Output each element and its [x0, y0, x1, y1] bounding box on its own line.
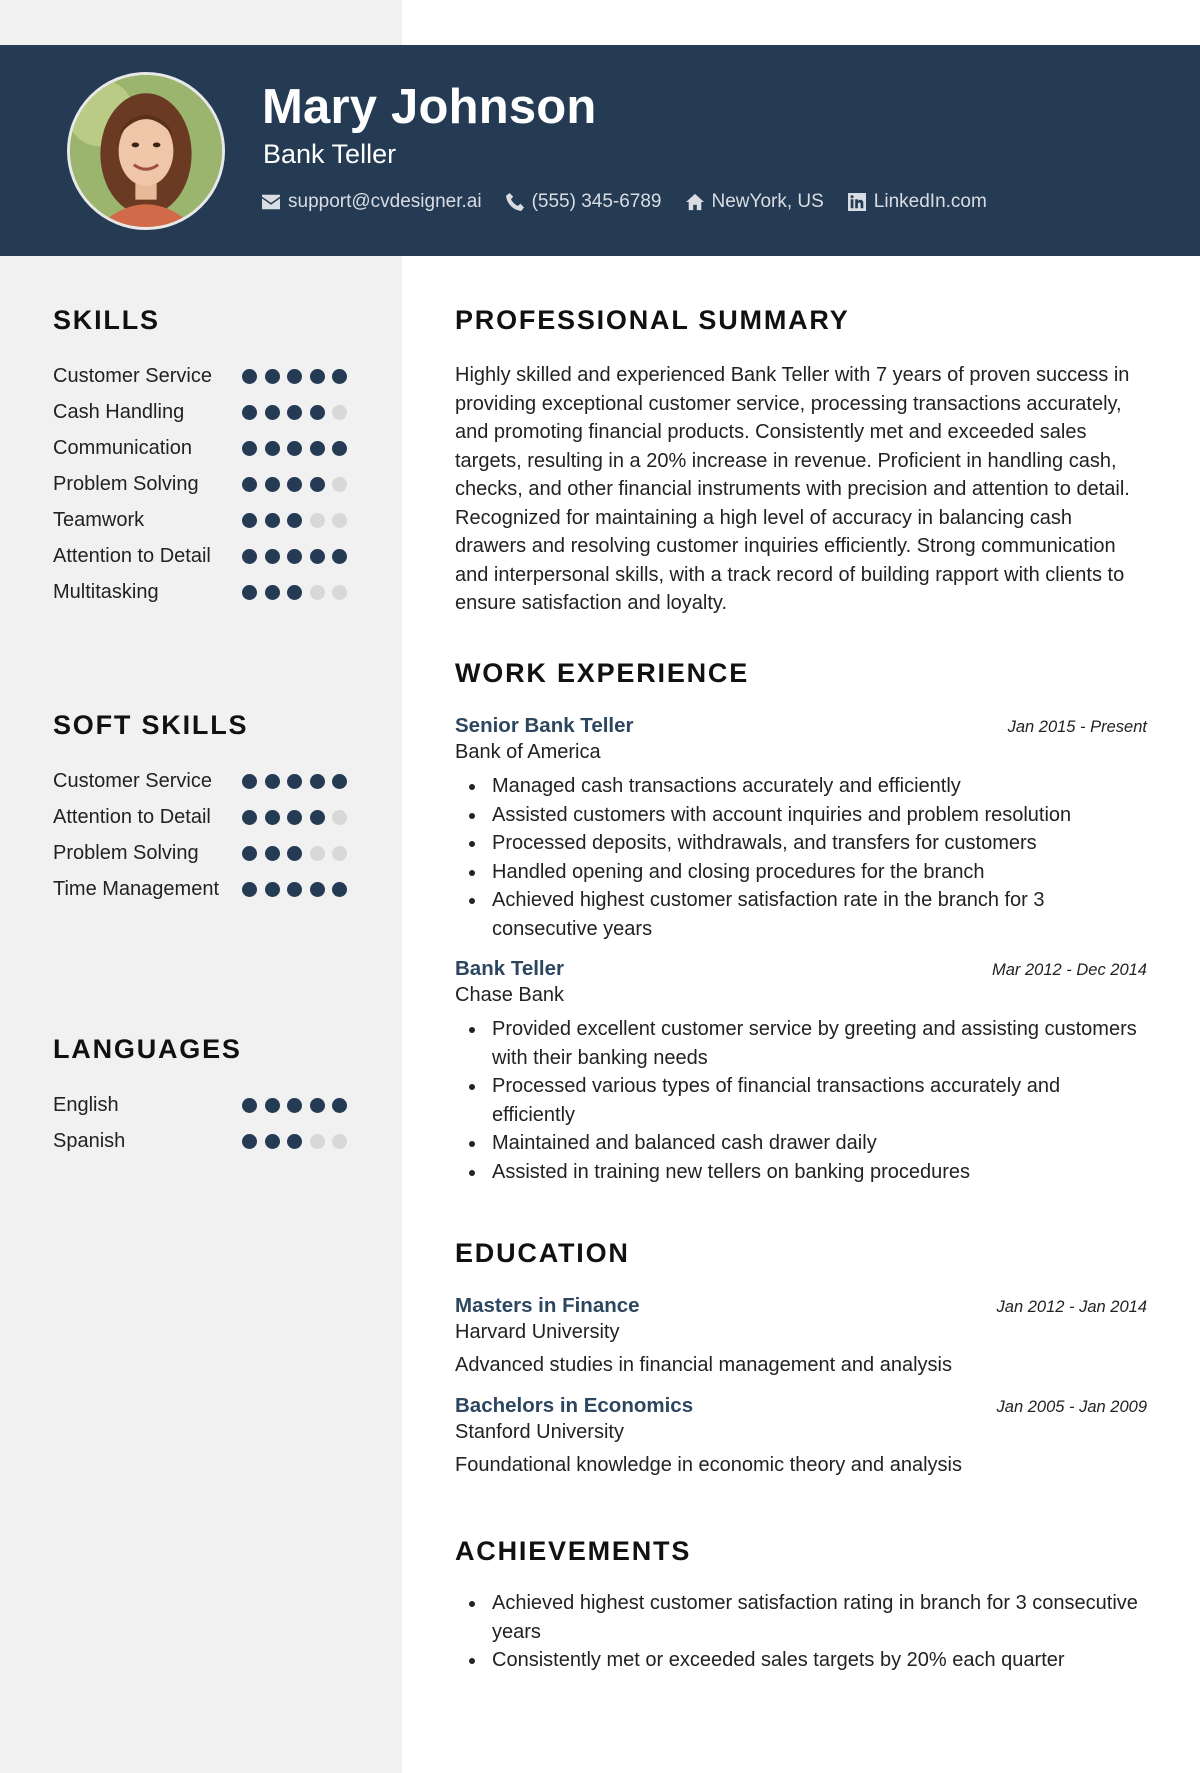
- location-text: NewYork, US: [711, 191, 824, 212]
- rating-dot: [332, 774, 347, 789]
- job-role: Bank Teller: [455, 957, 564, 980]
- rating-dot: [265, 405, 280, 420]
- rating-dot: [332, 513, 347, 528]
- languages-list: [53, 1091, 353, 1155]
- linkedin-text: LinkedIn.com: [873, 191, 987, 212]
- skill-rating: [235, 810, 348, 825]
- soft-skills-section: [53, 710, 353, 911]
- rating-dot: [242, 369, 257, 384]
- contact-email[interactable]: [262, 191, 482, 213]
- education-section: [455, 1238, 1147, 1479]
- rating-dot: [310, 405, 325, 420]
- rating-dot: [332, 882, 347, 897]
- job-bullets: [455, 772, 1147, 943]
- rating-dot: [332, 585, 347, 600]
- rating-dot: [265, 882, 280, 897]
- rating-dot: [242, 585, 257, 600]
- job-role: Senior Bank Teller: [455, 714, 634, 737]
- job-date: Mar 2012 - Dec 2014: [991, 961, 1147, 979]
- rating-dot: [310, 774, 325, 789]
- achievement-item: Achieved highest customer satisfaction rating in branch for 3 consecutive years: [455, 1589, 1147, 1646]
- job-bullet: Assisted in training new tellers on banking procedures: [455, 1158, 1147, 1187]
- education-description: Foundational knowledge in economic theory and analysis: [455, 1453, 962, 1476]
- skill-row: [53, 362, 347, 390]
- skill-name: Time Management: [53, 878, 219, 900]
- job-bullet: Handled opening and closing procedures for the branch: [455, 858, 1147, 887]
- rating-dot: [287, 585, 302, 600]
- rating-dot: [287, 477, 302, 492]
- skill-row: [53, 434, 347, 462]
- rating-dot: [265, 774, 280, 789]
- rating-dot: [310, 846, 325, 861]
- rating-dot: [310, 549, 325, 564]
- header: [0, 45, 1200, 256]
- skill-row: [53, 839, 347, 867]
- achievements-list: [455, 1589, 1147, 1675]
- experience-heading: WORK EXPERIENCE: [455, 658, 750, 688]
- rating-dot: [310, 585, 325, 600]
- education-date: Jan 2012 - Jan 2014: [996, 1298, 1147, 1316]
- rating-dot: [332, 477, 347, 492]
- education-entry: [455, 1294, 1147, 1380]
- rating-dot: [287, 513, 302, 528]
- profile-photo: [70, 75, 222, 227]
- job-company: Chase Bank: [455, 984, 564, 1006]
- rating-dot: [265, 585, 280, 600]
- rating-dot: [287, 846, 302, 861]
- job-entry: [455, 957, 1147, 1186]
- achievements-heading: ACHIEVEMENTS: [455, 1536, 692, 1566]
- rating-dot: [242, 513, 257, 528]
- job-bullet: Achieved highest customer satisfaction rate in the branch for 3 consecutive years: [455, 886, 1147, 943]
- skill-row: [53, 542, 347, 570]
- skill-rating: [235, 846, 348, 861]
- education-heading: EDUCATION: [455, 1238, 630, 1268]
- contact-bar: [262, 191, 1011, 213]
- languages-heading: LANGUAGES: [53, 1034, 242, 1064]
- rating-dot: [287, 549, 302, 564]
- rating-dot: [242, 810, 257, 825]
- skill-rating: [235, 405, 348, 420]
- rating-dot: [332, 369, 347, 384]
- rating-dot: [287, 1098, 302, 1113]
- home-icon: [686, 193, 704, 211]
- rating-dot: [242, 441, 257, 456]
- email-text: support@cvdesigner.ai: [288, 191, 482, 212]
- skills-section: [53, 305, 353, 614]
- skill-rating: [235, 1098, 348, 1113]
- rating-dot: [310, 1134, 325, 1149]
- skill-rating: [235, 774, 348, 789]
- skill-name: Teamwork: [53, 509, 145, 531]
- achievements-section: [455, 1536, 1147, 1675]
- skill-name: Problem Solving: [53, 842, 199, 864]
- skill-name: Attention to Detail: [53, 806, 211, 828]
- rating-dot: [265, 369, 280, 384]
- skills-list: [53, 362, 353, 606]
- skill-row: [53, 578, 347, 606]
- skill-rating: [235, 1134, 348, 1149]
- rating-dot: [310, 1098, 325, 1113]
- skill-rating: [235, 441, 348, 456]
- experience-section: [455, 658, 1147, 1186]
- job-bullet: Assisted customers with account inquiries and problem resolution: [455, 801, 1147, 830]
- achievement-item: Consistently met or exceeded sales targets by 20% each quarter: [455, 1646, 1147, 1675]
- avatar: [67, 72, 225, 230]
- job-bullet: Provided excellent customer service by greeting and assisting customers with their banking needs: [455, 1015, 1147, 1072]
- degree: Masters in Finance: [455, 1294, 640, 1317]
- rating-dot: [310, 810, 325, 825]
- rating-dot: [265, 513, 280, 528]
- job-bullets: [455, 1015, 1147, 1186]
- skill-row: [53, 506, 347, 534]
- rating-dot: [332, 810, 347, 825]
- rating-dot: [310, 369, 325, 384]
- job-bullet: Processed deposits, withdrawals, and transfers for customers: [455, 829, 1147, 858]
- skill-rating: [235, 549, 348, 564]
- rating-dot: [332, 441, 347, 456]
- skill-row: [53, 1127, 347, 1155]
- rating-dot: [287, 1134, 302, 1149]
- job-company: Bank of America: [455, 741, 601, 763]
- phone-icon: [506, 193, 524, 211]
- rating-dot: [265, 1134, 280, 1149]
- rating-dot: [265, 846, 280, 861]
- skill-row: [53, 875, 347, 903]
- rating-dot: [287, 810, 302, 825]
- skill-name: Customer Service: [53, 365, 212, 387]
- rating-dot: [242, 882, 257, 897]
- rating-dot: [287, 882, 302, 897]
- rating-dot: [332, 1098, 347, 1113]
- degree: Bachelors in Economics: [455, 1393, 694, 1417]
- skill-name: Multitasking: [53, 581, 159, 603]
- skill-row: [53, 767, 347, 795]
- rating-dot: [310, 882, 325, 897]
- contact-location: [686, 191, 824, 213]
- rating-dot: [287, 405, 302, 420]
- rating-dot: [242, 477, 257, 492]
- rating-dot: [287, 369, 302, 384]
- rating-dot: [310, 441, 325, 456]
- rating-dot: [310, 513, 325, 528]
- skill-rating: [235, 585, 348, 600]
- skill-name: Communication: [53, 437, 192, 459]
- envelope-icon: [262, 193, 280, 211]
- contact-phone[interactable]: [506, 191, 662, 213]
- rating-dot: [332, 1134, 347, 1149]
- rating-dot: [242, 774, 257, 789]
- job-bullet: Maintained and balanced cash drawer daily: [455, 1129, 1147, 1158]
- rating-dot: [265, 810, 280, 825]
- phone-text: (555) 345-6789: [531, 191, 662, 212]
- skill-row: [53, 1091, 347, 1119]
- rating-dot: [242, 1098, 257, 1113]
- soft-skills-heading: SOFT SKILLS: [53, 710, 249, 740]
- skill-name: Customer Service: [53, 770, 212, 792]
- rating-dot: [242, 846, 257, 861]
- rating-dot: [265, 441, 280, 456]
- contact-linkedin[interactable]: [848, 191, 987, 213]
- skill-rating: [235, 882, 348, 897]
- linkedin-icon: [848, 193, 866, 211]
- rating-dot: [265, 1098, 280, 1113]
- job-bullet: Managed cash transactions accurately and efficiently: [455, 772, 1147, 801]
- summary-text: Highly skilled and experienced Bank Teller with 7 years of proven success in providing exceptional customer service, processing transactions accurately, and promoting financial products. Consistently met and exceeded sales targets, resulting in a 20% increase in revenue. Proficient in handling cash, checks, and other financial instruments with precision and attention to detail. Recognized for maintaining a high level of accuracy in balancing cash drawers and resolving customer inquiries efficiently. Strong communication and interpersonal skills, with a track record of building rapport with clients to ensure satisfaction and loyalty.: [455, 364, 1130, 614]
- rating-dot: [332, 846, 347, 861]
- education-date: Jan 2005 - Jan 2009: [996, 1397, 1147, 1416]
- rating-dot: [332, 405, 347, 420]
- skill-rating: [235, 369, 348, 384]
- skill-row: [53, 470, 347, 498]
- skill-rating: [235, 477, 348, 492]
- rating-dot: [310, 477, 325, 492]
- candidate-name: Mary Johnson: [262, 80, 597, 134]
- rating-dot: [242, 1134, 257, 1149]
- rating-dot: [265, 549, 280, 564]
- education-description: Advanced studies in financial management and analysis: [455, 1354, 952, 1376]
- skill-name: Spanish: [53, 1130, 126, 1152]
- education-entry: [455, 1394, 1147, 1480]
- skill-name: English: [53, 1094, 119, 1116]
- rating-dot: [332, 549, 347, 564]
- languages-section: [53, 1034, 353, 1163]
- school: Stanford University: [455, 1420, 624, 1443]
- skill-row: [53, 803, 347, 831]
- rating-dot: [242, 549, 257, 564]
- school: Harvard University: [455, 1321, 620, 1343]
- rating-dot: [242, 405, 257, 420]
- rating-dot: [287, 774, 302, 789]
- rating-dot: [287, 441, 302, 456]
- job-entry: [455, 714, 1147, 943]
- skill-name: Problem Solving: [53, 473, 199, 495]
- job-date: Jan 2015 - Present: [1007, 718, 1147, 736]
- skill-name: Cash Handling: [53, 401, 185, 423]
- skill-row: [53, 398, 347, 426]
- summary-section: [455, 305, 1147, 618]
- skill-name: Attention to Detail: [53, 545, 211, 567]
- rating-dot: [265, 477, 280, 492]
- skill-rating: [235, 513, 348, 528]
- candidate-title: Bank Teller: [263, 139, 397, 169]
- job-bullet: Processed various types of financial transactions accurately and efficiently: [455, 1072, 1147, 1129]
- skills-heading: SKILLS: [53, 305, 160, 335]
- soft-skills-list: [53, 767, 353, 903]
- summary-heading: PROFESSIONAL SUMMARY: [455, 305, 850, 335]
